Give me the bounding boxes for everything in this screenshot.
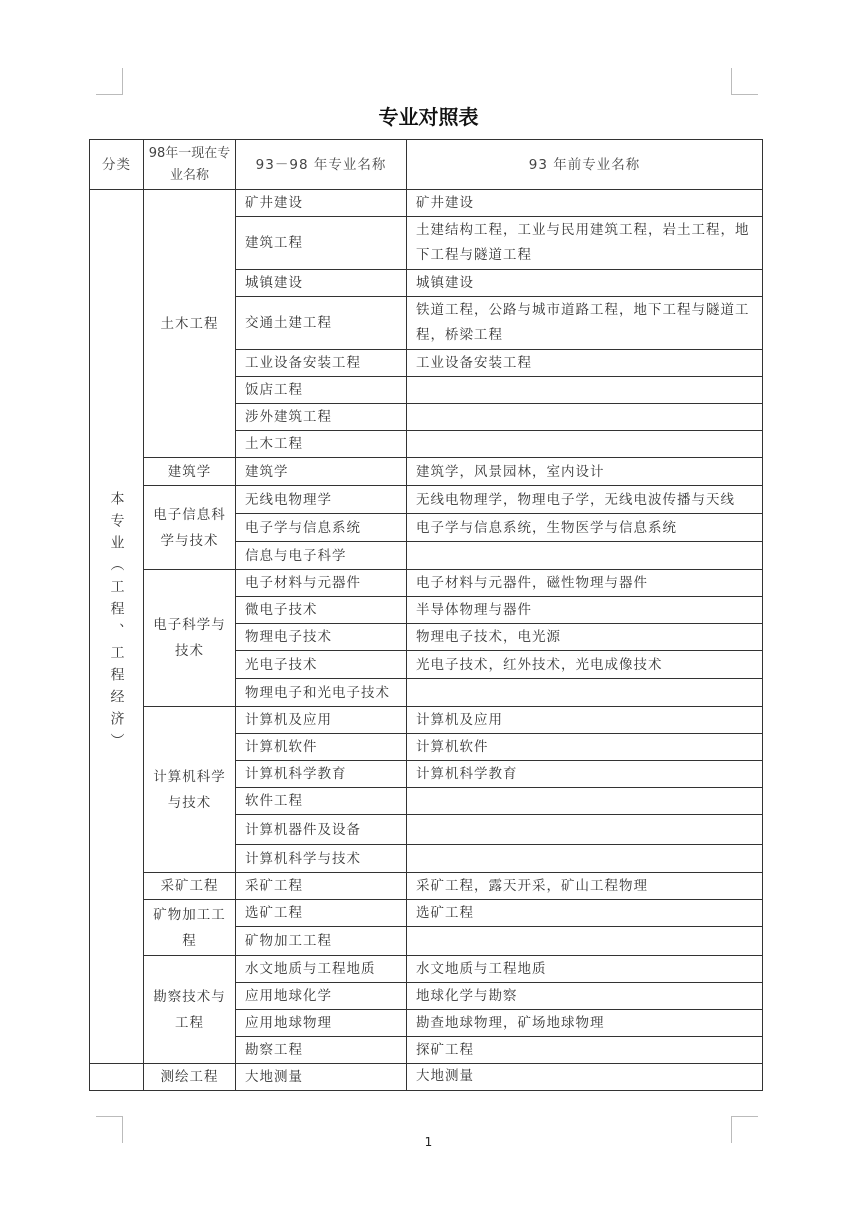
old-major-cell: 计算机及应用 (407, 707, 763, 734)
old-major-cell: 铁道工程，公路与城市道路工程，地下工程与隧道工程，桥梁工程 (407, 297, 763, 350)
old-major-cell (407, 927, 763, 956)
mid-major-cell: 无线电物理学 (236, 486, 407, 514)
mid-major-cell: 应用地球物理 (236, 1010, 407, 1037)
old-major-cell: 半导体物理与器件 (407, 597, 763, 624)
old-major-cell: 探矿工程 (407, 1037, 763, 1064)
page-title: 专业对照表 (378, 105, 479, 129)
current-major-cell (144, 190, 236, 458)
old-major-cell: 计算机软件 (407, 734, 763, 761)
mid-major-cell: 矿物加工工程 (236, 927, 407, 956)
table-row (90, 707, 763, 734)
mid-major-cell: 计算机软件 (236, 734, 407, 761)
table-row (90, 956, 763, 983)
old-major-cell: 矿井建设 (407, 190, 763, 217)
mid-major-cell: 城镇建设 (236, 270, 407, 297)
table-body (90, 140, 763, 1091)
current-major-cell (144, 458, 236, 486)
current-major-name: 电子信息科学与技术 (153, 506, 226, 549)
mid-major-cell: 微电子技术 (236, 597, 407, 624)
mid-major-cell: 交通土建工程 (236, 297, 407, 350)
mid-major-cell: 建筑学 (236, 458, 407, 486)
old-major-cell (407, 377, 763, 404)
mid-major-cell: 物理电子技术 (236, 624, 407, 651)
crop-mark-top-left (96, 68, 123, 95)
current-major-name: 建筑学 (167, 463, 212, 480)
old-major-cell: 工业设备安装工程 (407, 350, 763, 377)
current-major-name: 土木工程 (160, 315, 219, 332)
current-major-cell (144, 707, 236, 873)
header-current (144, 140, 236, 190)
mid-major-cell: 选矿工程 (236, 900, 407, 927)
old-major-cell: 水文地质与工程地质 (407, 956, 763, 983)
mid-major-cell: 大地测量 (236, 1064, 407, 1091)
table-row (90, 190, 763, 217)
mid-major-cell: 水文地质与工程地质 (236, 956, 407, 983)
mid-major-cell: 矿井建设 (236, 190, 407, 217)
current-major-name: 矿物加工工程 (153, 906, 226, 949)
table-row (90, 1064, 763, 1091)
current-major-name: 采矿工程 (160, 878, 219, 894)
old-major-cell: 物理电子技术，电光源 (407, 624, 763, 651)
old-major-cell: 大地测量 (407, 1064, 763, 1091)
table-row (90, 486, 763, 514)
current-major-cell (144, 900, 236, 956)
major-comparison-table (89, 139, 763, 1091)
old-major-cell: 光电子技术，红外技术，光电成像技术 (407, 651, 763, 679)
old-major-cell (407, 788, 763, 815)
table-row (90, 570, 763, 597)
mid-major-cell: 计算机及应用 (236, 707, 407, 734)
current-major-name: 勘察技术与工程 (153, 988, 226, 1031)
mid-major-cell: 电子材料与元器件 (236, 570, 407, 597)
current-major-cell (144, 570, 236, 707)
old-major-cell (407, 679, 763, 707)
old-major-cell: 建筑学，风景园林，室内设计 (407, 458, 763, 486)
table-row (90, 900, 763, 927)
old-major-cell: 勘查地球物理，矿场地球物理 (407, 1010, 763, 1037)
old-major-cell (407, 815, 763, 845)
mid-major-cell: 物理电子和光电子技术 (236, 679, 407, 707)
mid-major-cell: 计算机科学与技术 (236, 845, 407, 873)
mid-major-cell: 计算机器件及设备 (236, 815, 407, 845)
mid-major-cell: 计算机科学教育 (236, 761, 407, 788)
old-major-cell: 地球化学与勘察 (407, 983, 763, 1010)
old-major-cell: 城镇建设 (407, 270, 763, 297)
mid-major-cell: 软件工程 (236, 788, 407, 815)
current-major-cell (144, 873, 236, 900)
old-major-cell: 电子材料与元器件，磁性物理与器件 (407, 570, 763, 597)
current-major-cell: 测绘工程 (144, 1064, 236, 1091)
page-number: 1 (424, 1135, 433, 1149)
table-row (90, 458, 763, 486)
mid-major-cell: 信息与电子科学 (236, 542, 407, 570)
current-major-name: 计算机科学与技术 (153, 768, 226, 811)
mid-major-cell: 勘察工程 (236, 1037, 407, 1064)
current-major-cell (144, 956, 236, 1064)
mid-major-cell: 电子学与信息系统 (236, 514, 407, 542)
header-current-text: 98年一现在专业名称 (148, 145, 231, 183)
category-cell (90, 190, 144, 1064)
old-major-cell: 选矿工程 (407, 900, 763, 927)
mid-major-cell: 建筑工程 (236, 217, 407, 270)
old-major-cell (407, 431, 763, 458)
header-category: 分类 (90, 140, 144, 190)
header-mid: 93－98 年专业名称 (236, 140, 407, 190)
header-old: 93 年前专业名称 (407, 140, 763, 190)
empty-category-cell (90, 1064, 144, 1091)
old-major-cell: 无线电物理学，物理电子学，无线电波传播与天线 (407, 486, 763, 514)
old-major-cell (407, 542, 763, 570)
mid-major-cell: 应用地球化学 (236, 983, 407, 1010)
mid-major-cell: 采矿工程 (236, 873, 407, 900)
mid-major-cell: 土木工程 (236, 431, 407, 458)
old-major-cell: 土建结构工程，工业与民用建筑工程，岩土工程，地下工程与隧道工程 (407, 217, 763, 270)
old-major-cell: 采矿工程，露天开采，矿山工程物理 (407, 873, 763, 900)
category-label: 本专业（工程、工程经济） (108, 490, 125, 755)
old-major-cell: 计算机科学教育 (407, 761, 763, 788)
mid-major-cell: 涉外建筑工程 (236, 404, 407, 431)
mid-major-cell: 饭店工程 (236, 377, 407, 404)
old-major-cell: 电子学与信息系统，生物医学与信息系统 (407, 514, 763, 542)
header-row (90, 140, 763, 190)
old-major-cell (407, 845, 763, 873)
mid-major-cell: 光电子技术 (236, 651, 407, 679)
current-major-name: 电子科学与技术 (153, 617, 226, 659)
current-major-cell (144, 486, 236, 570)
table-row (90, 873, 763, 900)
mid-major-cell: 工业设备安装工程 (236, 350, 407, 377)
old-major-cell (407, 404, 763, 431)
crop-mark-top-right (731, 68, 758, 95)
